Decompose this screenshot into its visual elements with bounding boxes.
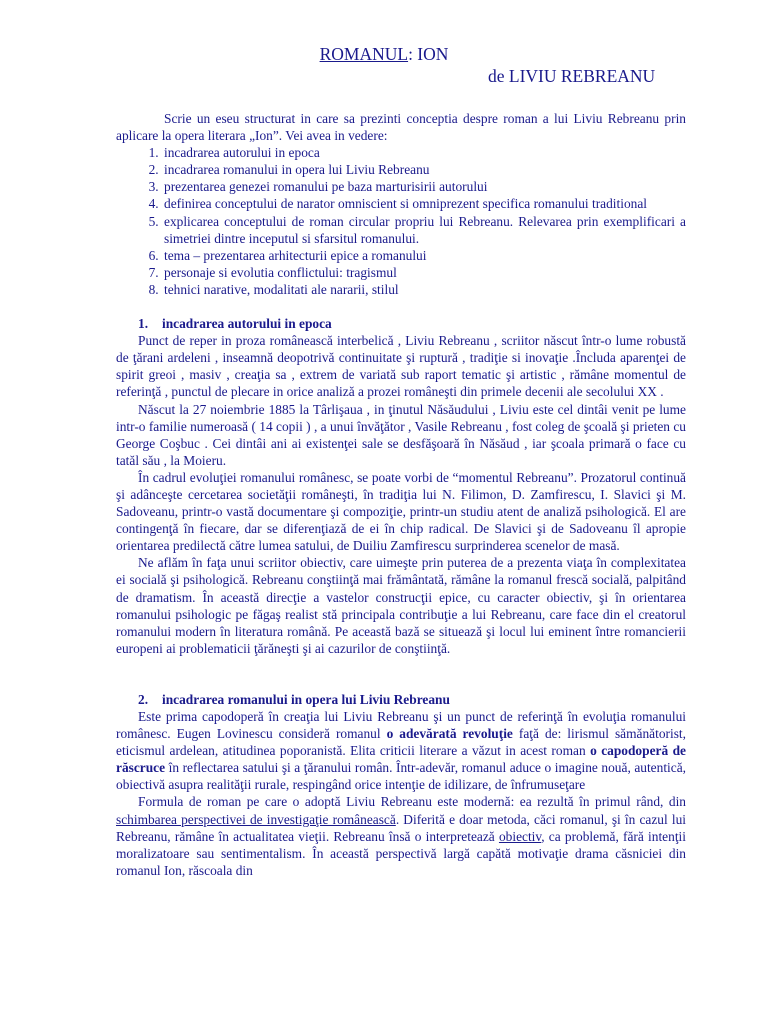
section-1-title: incadrarea autorului in epoca [162,316,332,332]
list-item: 3. prezentarea genezei romanului pe baza marturisirii autorului [162,178,686,195]
title-underlined: ROMANUL [319,44,409,64]
section-2-paragraph-2 [116,793,686,878]
document-subtitle: de LIVIU REBREANU [488,66,656,86]
section-1-paragraph: În cadrul evoluţiei romanului românesc, se poate vorbi de “momentul Rebreanu”. Prozatorul continuă şi adânceşte cercetarea societăţii româneşti, în tradiţia lui N. Filimon, D. Zamfirescu, I. Slavici şi M. Sadoveanu, printr-o vastă documentare şi compoziţie, printr-un studiu atent de analiză psihologică. El are contingenţă în fiecare, dar se diferenţiază de ei în chip radical. De Slavici şi de Sadoveanu îl apropie orientarea predilectă către lumea satului, de Duiliu Zamfirescu surprinderea scenelor de masă. [116,469,686,554]
section-2-heading [116,691,686,708]
section-2-number: 2. [138,691,149,707]
section-1-heading [116,315,686,332]
bold-phrase: o adevărată revoluţie [386,726,513,742]
spacer [116,657,686,691]
list-item: 2. incadrarea romanului in opera lui Liviu Rebreanu [162,161,686,178]
intro-paragraph: Scrie un eseu structurat in care sa prezinti conceptia despre roman a lui Liviu Rebreanu prin aplicare la opera literara „Ion”. Vei avea in vedere: [116,111,686,144]
document-title [0,44,768,64]
underlined-phrase: schimbarea perspectivei de investigaţie românească [116,811,396,827]
list-item: 4. definirea conceptului de narator omniscient si omniprezent specifica romanului traditional [162,195,686,212]
section-2-title: incadrarea romanului in opera lui Liviu Rebreanu [162,691,450,707]
section-1-number: 1. [138,316,149,332]
list-item: 6. tema – prezentarea arhitecturii epice a romanului [162,247,686,264]
section-1-paragraph: Punct de reper in proza românească interbelică , Liviu Rebreanu , scriitor născut într-o lume robustă de ţărani ardeleni , inseamnă deopotrivă continuitate şi ruptură , tradiţie si inovaţie .Încluda aparenţei de spirit greoi , masiv , creaţia sa , extrem de variată sub raport tematic şi artistic , rămâne momentul de referinţă , punctul de plecare in orice analiză a prozei româneşti din primele decenii ale secolului XX . [116,333,686,400]
text-run: Este prima capodoperă în creaţia lui Liviu Rebreanu şi un punct de referinţă în evoluţia romanului românesc. Eugen Lovinescu consideră romanul [116,709,686,742]
document-body [116,110,686,879]
list-item: 8. tehnici narative, modalitati ale nararii, stilul [162,281,686,298]
text-run: , ca problemă, fără intenţii moralizatoare sau sentimentalism. În această perspectivă largă capătă motivaţie drama căsniciei din romanul Ion, răscoala din [116,828,686,878]
list-item: 5. explicarea conceptului de roman circular propriu lui Rebreanu. Relevarea prin exemplificari a simetriei dintre inceputul si sfarsitul romanului. [162,213,686,247]
bold-phrase: o capodoperă de răscruce [116,743,686,776]
underlined-phrase: obiectiv [498,828,542,844]
section-1-paragraph: Ne aflăm în faţa unui scriitor obiectiv, care uimeşte prin puterea de a prezenta viaţa în complexitatea ei socială şi psihologică. Rebreanu conştiinţă mai frământată, rămâne la romanul frescă socială, palpitând de dramatism. În această direcţie a vastelor construcţii epice, cu caracter obiectiv, şi în orientarea romanului psihologic pe făgaş realist stă principala contribuţie a lui Rebreanu, care face din el creatorul romanului modern în literatura română. Pe această bază se situează şi locul lui eminent între romancierii europeni ai problematicii ţărăneşti şi ai cazurilor de conştiinţă. [116,555,686,656]
title-rest: : ION [408,44,449,64]
section-1-paragraph: Născut la 27 noiembrie 1885 la Târlişaua , in ţinutul Năsăudului , Liviu este cel dintâi venit pe lume intr-o familie numeroasă ( 14 copii ) , a unui învăţător , Vasile Rebreanu , fost coleg de şcoală şi prieten cu George Coşbuc . Cei dintâi ani ai existenţei sale se desfăşoară în Năsăud , iar şcoala primară o face cu tatăl său , la Moieru. [116,401,686,468]
task-list [116,144,686,298]
text-run: . Diferită e doar metoda, căci romanul, şi în cazul lui Rebreanu, rămâne în actualitatea vieţii. Rebreanu însă o interpretează [116,811,686,844]
section-2-paragraph-1 [116,708,686,793]
spacer [116,298,686,315]
text-run: faţă de: lirismul sămănătorist, eticismul ardelean, atitudinea poporanistă. Elita criticii literare a văzut in acest roman [116,726,686,759]
text-run: în reflectarea satului şi a ţăranului român. Într-adevăr, romanul aduce o imagine nouă, autentică, obiectivă asupra realităţii rurale, respingând orice intenţie de idilizare, de înfrumuseţare [116,760,686,793]
text-run: Formula de roman pe care o adoptă Liviu Rebreanu este modernă: ea rezultă în primul rând, din [138,794,686,810]
list-item: 1. incadrarea autorului in epoca [162,144,686,161]
list-item: 7. personaje si evolutia conflictului: tragismul [162,264,686,281]
